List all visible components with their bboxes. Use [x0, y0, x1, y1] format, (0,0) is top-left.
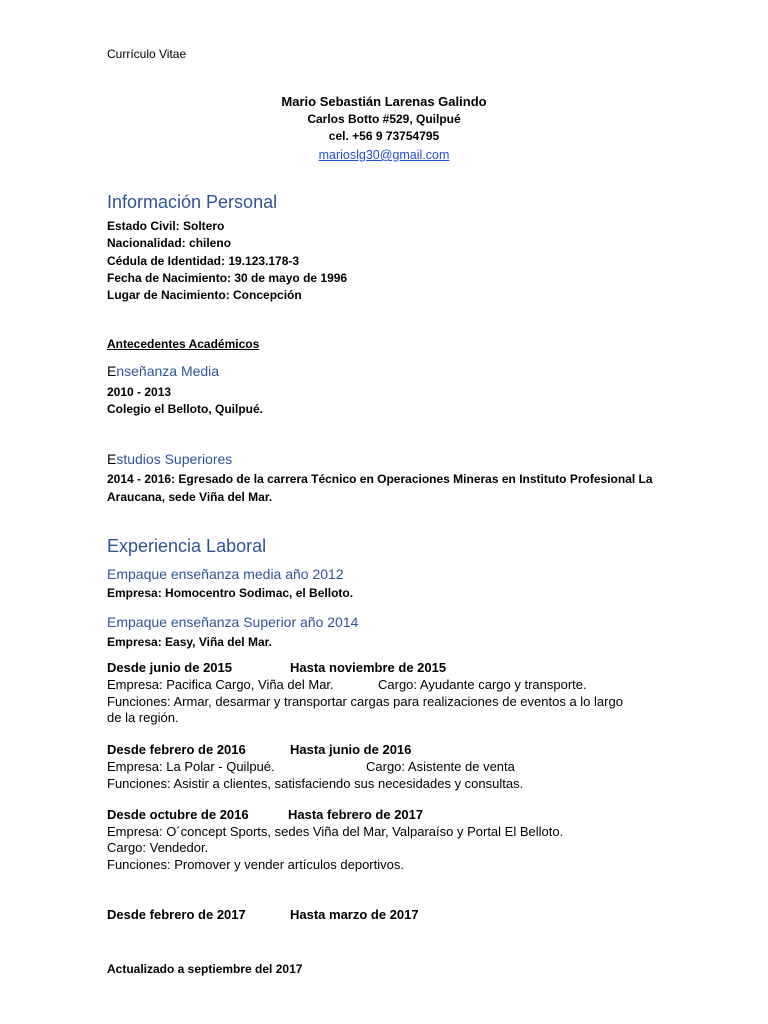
job4-to: Hasta junio de 2016 — [290, 742, 412, 757]
superior-line1: 2014 - 2016: Egresado de la carrera Técnico en Operaciones Mineras en Instituto Profesional La — [107, 472, 653, 486]
media-school: Colegio el Belloto, Quilpué. — [107, 402, 264, 416]
job5-company: Empresa: O´concept Sports, sedes Viña del Mar, Valparaíso y Portal El Belloto. — [107, 824, 564, 839]
personal-line: Lugar de Nacimiento: Concepción — [107, 288, 302, 302]
personal-line: Cédula de Identidad: 19.123.178-3 — [107, 254, 300, 268]
job4-functions: Funciones: Asistir a clientes, satisfaciendo sus necesidades y consultas. — [107, 776, 524, 791]
superior-title-initial: E — [107, 451, 117, 467]
superior-line2: Araucana, sede Viña del Mar. — [107, 490, 273, 504]
job2-title: Empaque enseñanza Superior año 2014 — [107, 614, 359, 630]
personal-line: Fecha de Nacimiento: 30 de mayo de 1996 — [107, 271, 348, 285]
email-link[interactable]: marioslg30@gmail.com — [318, 148, 450, 162]
job3-functions-line1: Funciones: Armar, desarmar y transportar cargas para realizaciones de eventos a lo largo — [107, 694, 623, 709]
job6-to: Hasta marzo de 2017 — [290, 907, 419, 922]
personal-line: Nacionalidad: chileno — [107, 236, 232, 250]
section-title-personal: Información Personal — [107, 192, 278, 212]
job5-to: Hasta febrero de 2017 — [288, 807, 424, 822]
media-title-rest: nseñanza Media — [116, 363, 220, 379]
media-years: 2010 - 2013 — [107, 385, 172, 399]
updated-note: Actualizado a septiembre del 2017 — [107, 962, 303, 976]
job4-from: Desde febrero de 2016 — [107, 742, 246, 757]
section-title-academic: Antecedentes Académicos — [107, 337, 260, 351]
address: Carlos Botto #529, Quilpué — [307, 112, 461, 126]
personal-line: Estado Civil: Soltero — [107, 219, 225, 233]
doc-label: Currículo Vitae — [107, 47, 187, 61]
subsection-superior-title — [107, 451, 232, 467]
superior-title-rest: studios Superiores — [116, 451, 233, 467]
job3-to: Hasta noviembre de 2015 — [290, 660, 447, 675]
phone: cel. +56 9 73754795 — [328, 129, 440, 143]
job1-title: Empaque enseñanza media año 2012 — [107, 566, 344, 582]
job3-company: Empresa: Pacifica Cargo, Viña del Mar. — [107, 677, 334, 692]
job5-functions: Funciones: Promover y vender artículos deportivos. — [107, 857, 404, 872]
subsection-media-title — [107, 363, 219, 379]
job3-role: Cargo: Ayudante cargo y transporte. — [378, 677, 587, 692]
section-title-experience: Experiencia Laboral — [107, 536, 267, 556]
job1-company: Empresa: Homocentro Sodimac, el Belloto. — [107, 586, 354, 600]
job5-role: Cargo: Vendedor. — [107, 840, 209, 855]
job5-from: Desde octubre de 2016 — [107, 807, 249, 822]
email-link-wrap — [0, 146, 768, 164]
job3-functions-line2: de la región. — [107, 710, 179, 725]
job3-from: Desde junio de 2015 — [107, 660, 232, 675]
job2-company: Empresa: Easy, Viña del Mar. — [107, 635, 272, 649]
job4-company: Empresa: La Polar - Quilpué. — [107, 759, 275, 774]
media-title-initial: E — [107, 363, 117, 379]
job4-role: Cargo: Asistente de venta — [366, 759, 515, 774]
candidate-name: Mario Sebastián Larenas Galindo — [281, 94, 487, 109]
job6-from: Desde febrero de 2017 — [107, 907, 246, 922]
